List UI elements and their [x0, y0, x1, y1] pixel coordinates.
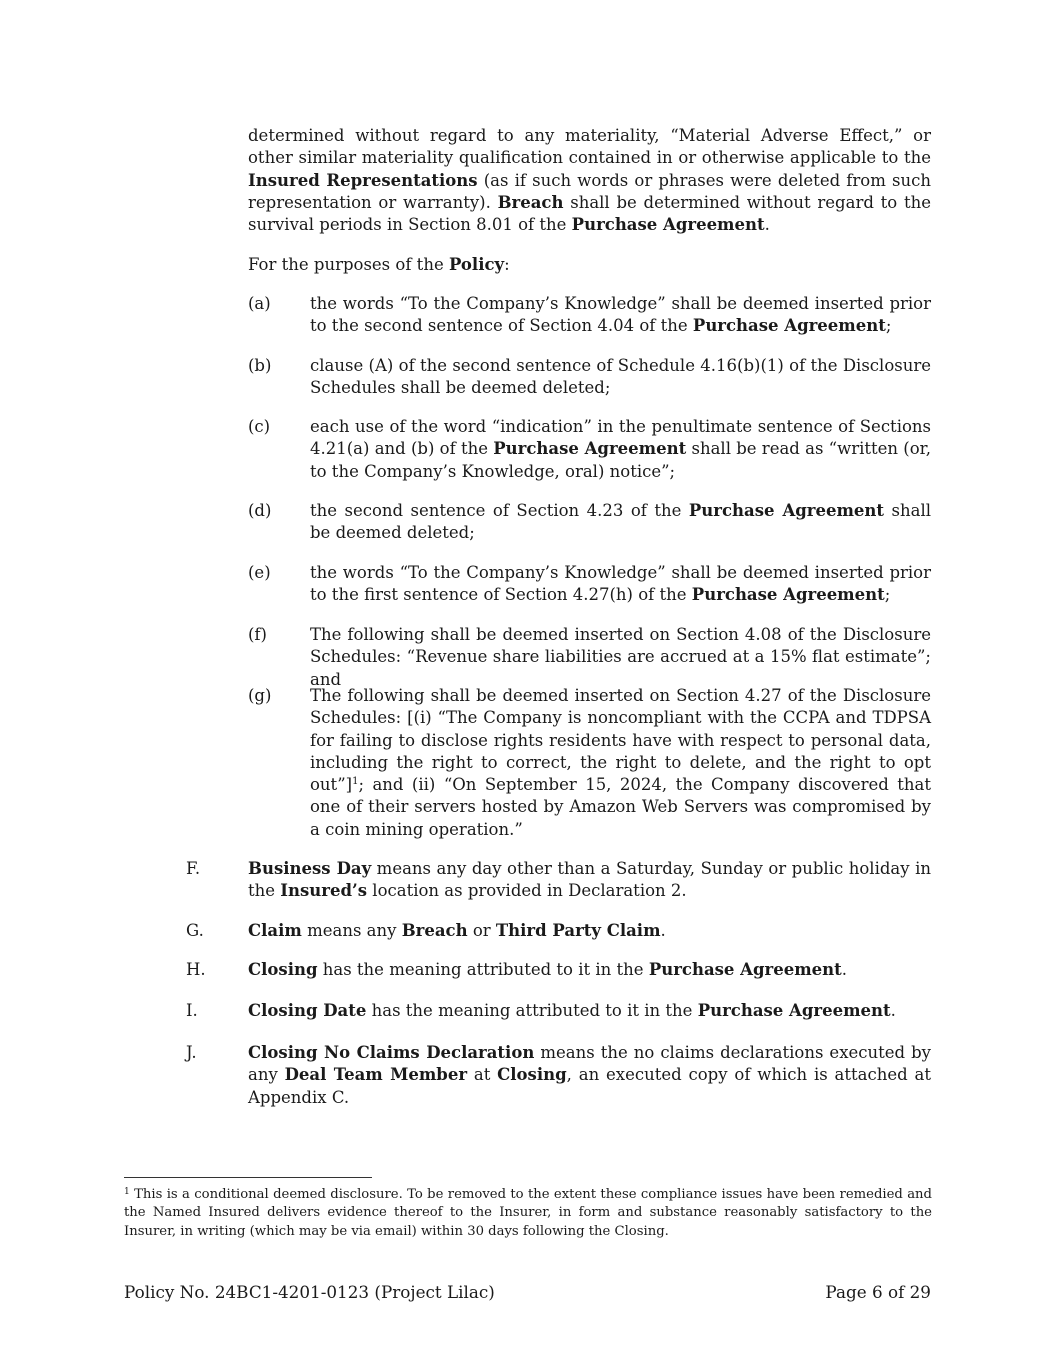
list-item-text	[310, 293, 931, 338]
list-item-label: (f)	[248, 625, 267, 644]
defined-term: Insured’s	[280, 881, 368, 901]
definition-text	[248, 1000, 931, 1022]
defined-term: Policy	[448, 255, 505, 274]
definition-I	[186, 1000, 931, 1022]
definition-H	[186, 959, 931, 981]
text-run: shall be deemed deleted;	[310, 501, 931, 543]
list-item-text	[310, 500, 931, 545]
definition-text	[248, 959, 931, 981]
footnote-text: This is a conditional deemed disclosure. To be removed to the extent these compliance issues have been remedied and the Named Insured delivers evidence thereof to the Insurer, in form and substance reasonably satisfactory to the Insurer, in writing (which may be via email) within 30 days following the Closing.	[124, 1187, 932, 1239]
text-run: the words “To the Company’s Knowledge” shall be deemed inserted prior to the first sentence of Section 4.27(h) of the	[310, 563, 931, 605]
definition-G	[186, 920, 931, 942]
list-item-a	[248, 293, 931, 338]
text-run: shall be determined without regard to the survival periods in Section 8.01 of the	[248, 192, 931, 235]
text-run: .	[890, 1001, 896, 1020]
text-run: For the purposes of the	[248, 255, 449, 274]
footnote-reference[interactable]: 1	[352, 776, 359, 788]
definition-text	[248, 858, 931, 903]
defined-term: Closing	[497, 1065, 567, 1085]
intro-paragraph	[248, 125, 931, 236]
list-item-d	[248, 500, 931, 545]
list-item-text	[310, 624, 931, 691]
text-run: or	[467, 921, 496, 940]
list-item-text	[310, 416, 931, 483]
text-run: The following shall be deemed inserted on Section 4.27 of the Disclosure Schedules: [(i) “The Company is noncompliant with the CCPA and TDPSA for failing to disclose rights residents have with respect to personal data, including the right to correct, the right to delete, and the right to opt out”]	[310, 686, 931, 795]
list-item-c	[248, 416, 931, 483]
purposes-paragraph	[248, 254, 931, 276]
footnote-separator	[124, 1177, 372, 1178]
text-run: .	[660, 921, 666, 940]
defined-term: Purchase Agreement	[691, 585, 885, 605]
list-item-b	[248, 355, 931, 400]
defined-term: Purchase Agreement	[571, 215, 765, 235]
list-item-label: (b)	[248, 356, 272, 375]
list-item-label: (e)	[248, 563, 271, 582]
text-run: location as provided in Declaration 2.	[367, 881, 687, 901]
list-item-label: (d)	[248, 501, 272, 520]
text-run: shall be read as “written (or, to the Company’s Knowledge, oral) notice”;	[310, 439, 931, 481]
defined-term: Purchase Agreement	[692, 316, 886, 336]
text-run: the second sentence of Section 4.23 of the	[310, 501, 689, 520]
text-run: , an executed copy of which is attached at Appendix C.	[248, 1065, 931, 1107]
list-item-label: (c)	[248, 417, 271, 436]
text-run: has the meaning attributed to it in the	[317, 960, 649, 979]
defined-term: Breach	[497, 192, 564, 212]
text-run: the words “To the Company’s Knowledge” shall be deemed inserted prior to the second sentence of Section 4.04 of the	[310, 294, 931, 336]
footnote-marker: 1	[124, 1187, 130, 1197]
footer-page-number: Page 6 of 29	[825, 1282, 931, 1302]
text-run: :	[504, 255, 510, 274]
text-run: determined without regard to any materiality, “Material Adverse Effect,” or other similar materiality qualification contained in or otherwise applicable to the	[248, 126, 931, 168]
definition-label: I.	[186, 1001, 198, 1020]
defined-term: Closing Date	[248, 1001, 367, 1020]
defined-term: Purchase Agreement	[697, 1001, 891, 1020]
definition-J	[186, 1042, 931, 1109]
text-run: .	[764, 215, 770, 235]
text-run: means any	[301, 921, 402, 940]
definition-text	[248, 920, 931, 942]
definition-text	[248, 1042, 931, 1109]
definition-label: F.	[186, 859, 201, 878]
text-run: means the no claims declarations executed by any	[248, 1043, 931, 1085]
text-run: has the meaning attributed to it in the	[366, 1001, 698, 1020]
definition-label: J.	[186, 1043, 197, 1062]
list-item-label: (g)	[248, 686, 272, 705]
text-run: ;	[885, 316, 892, 336]
defined-term: Closing	[248, 960, 318, 979]
text-run: The following shall be deemed inserted on Section 4.08 of the Disclosure Schedules: “Revenue share liabilities are accrued at a 15% flat estimate”; and	[310, 625, 931, 689]
list-item-text	[310, 685, 931, 841]
text-run: means any day other than a Saturday, Sunday or public holiday in the	[248, 859, 931, 901]
defined-term: Purchase Agreement	[493, 439, 687, 459]
text-run: clause (A) of the second sentence of Schedule 4.16(b)(1) of the Disclosure Schedules shall be deemed deleted;	[310, 356, 931, 398]
list-item-text	[310, 355, 931, 400]
defined-term: Purchase Agreement	[648, 960, 842, 979]
text-run: (as if such words or phrases were deleted from such representation or warranty).	[248, 170, 931, 212]
list-item-e	[248, 562, 931, 607]
footer-policy-number: Policy No. 24BC1-4201-0123 (Project Lilac)	[124, 1282, 495, 1302]
text-run: each use of the word “indication” in the penultimate sentence of Sections 4.21(a) and (b) of the	[310, 417, 931, 459]
list-item-f	[248, 624, 931, 691]
footnote	[124, 1186, 932, 1241]
list-item-label: (a)	[248, 294, 271, 313]
defined-term: Claim	[248, 921, 302, 940]
defined-term: Third Party Claim	[495, 921, 661, 940]
list-item-text	[310, 562, 931, 607]
text-run: ; and (ii) “On September 15, 2024, the Company discovered that one of their servers hosted by Amazon Web Servers was compromised by a coin mining operation.”	[310, 775, 931, 839]
text-run: ;	[884, 585, 891, 605]
list-item-g	[248, 685, 931, 841]
defined-term: Insured Representations	[248, 170, 478, 190]
defined-term: Purchase Agreement	[688, 501, 885, 520]
defined-term: Deal Team Member	[284, 1065, 468, 1085]
definition-label: H.	[186, 960, 206, 979]
text-run: .	[841, 960, 848, 979]
defined-term: Breach	[401, 921, 468, 940]
definition-label: G.	[186, 921, 204, 940]
definition-F	[186, 858, 931, 903]
defined-term: Closing No Claims Declaration	[248, 1043, 535, 1062]
defined-term: Business Day	[248, 859, 372, 878]
text-run: at	[467, 1065, 498, 1085]
